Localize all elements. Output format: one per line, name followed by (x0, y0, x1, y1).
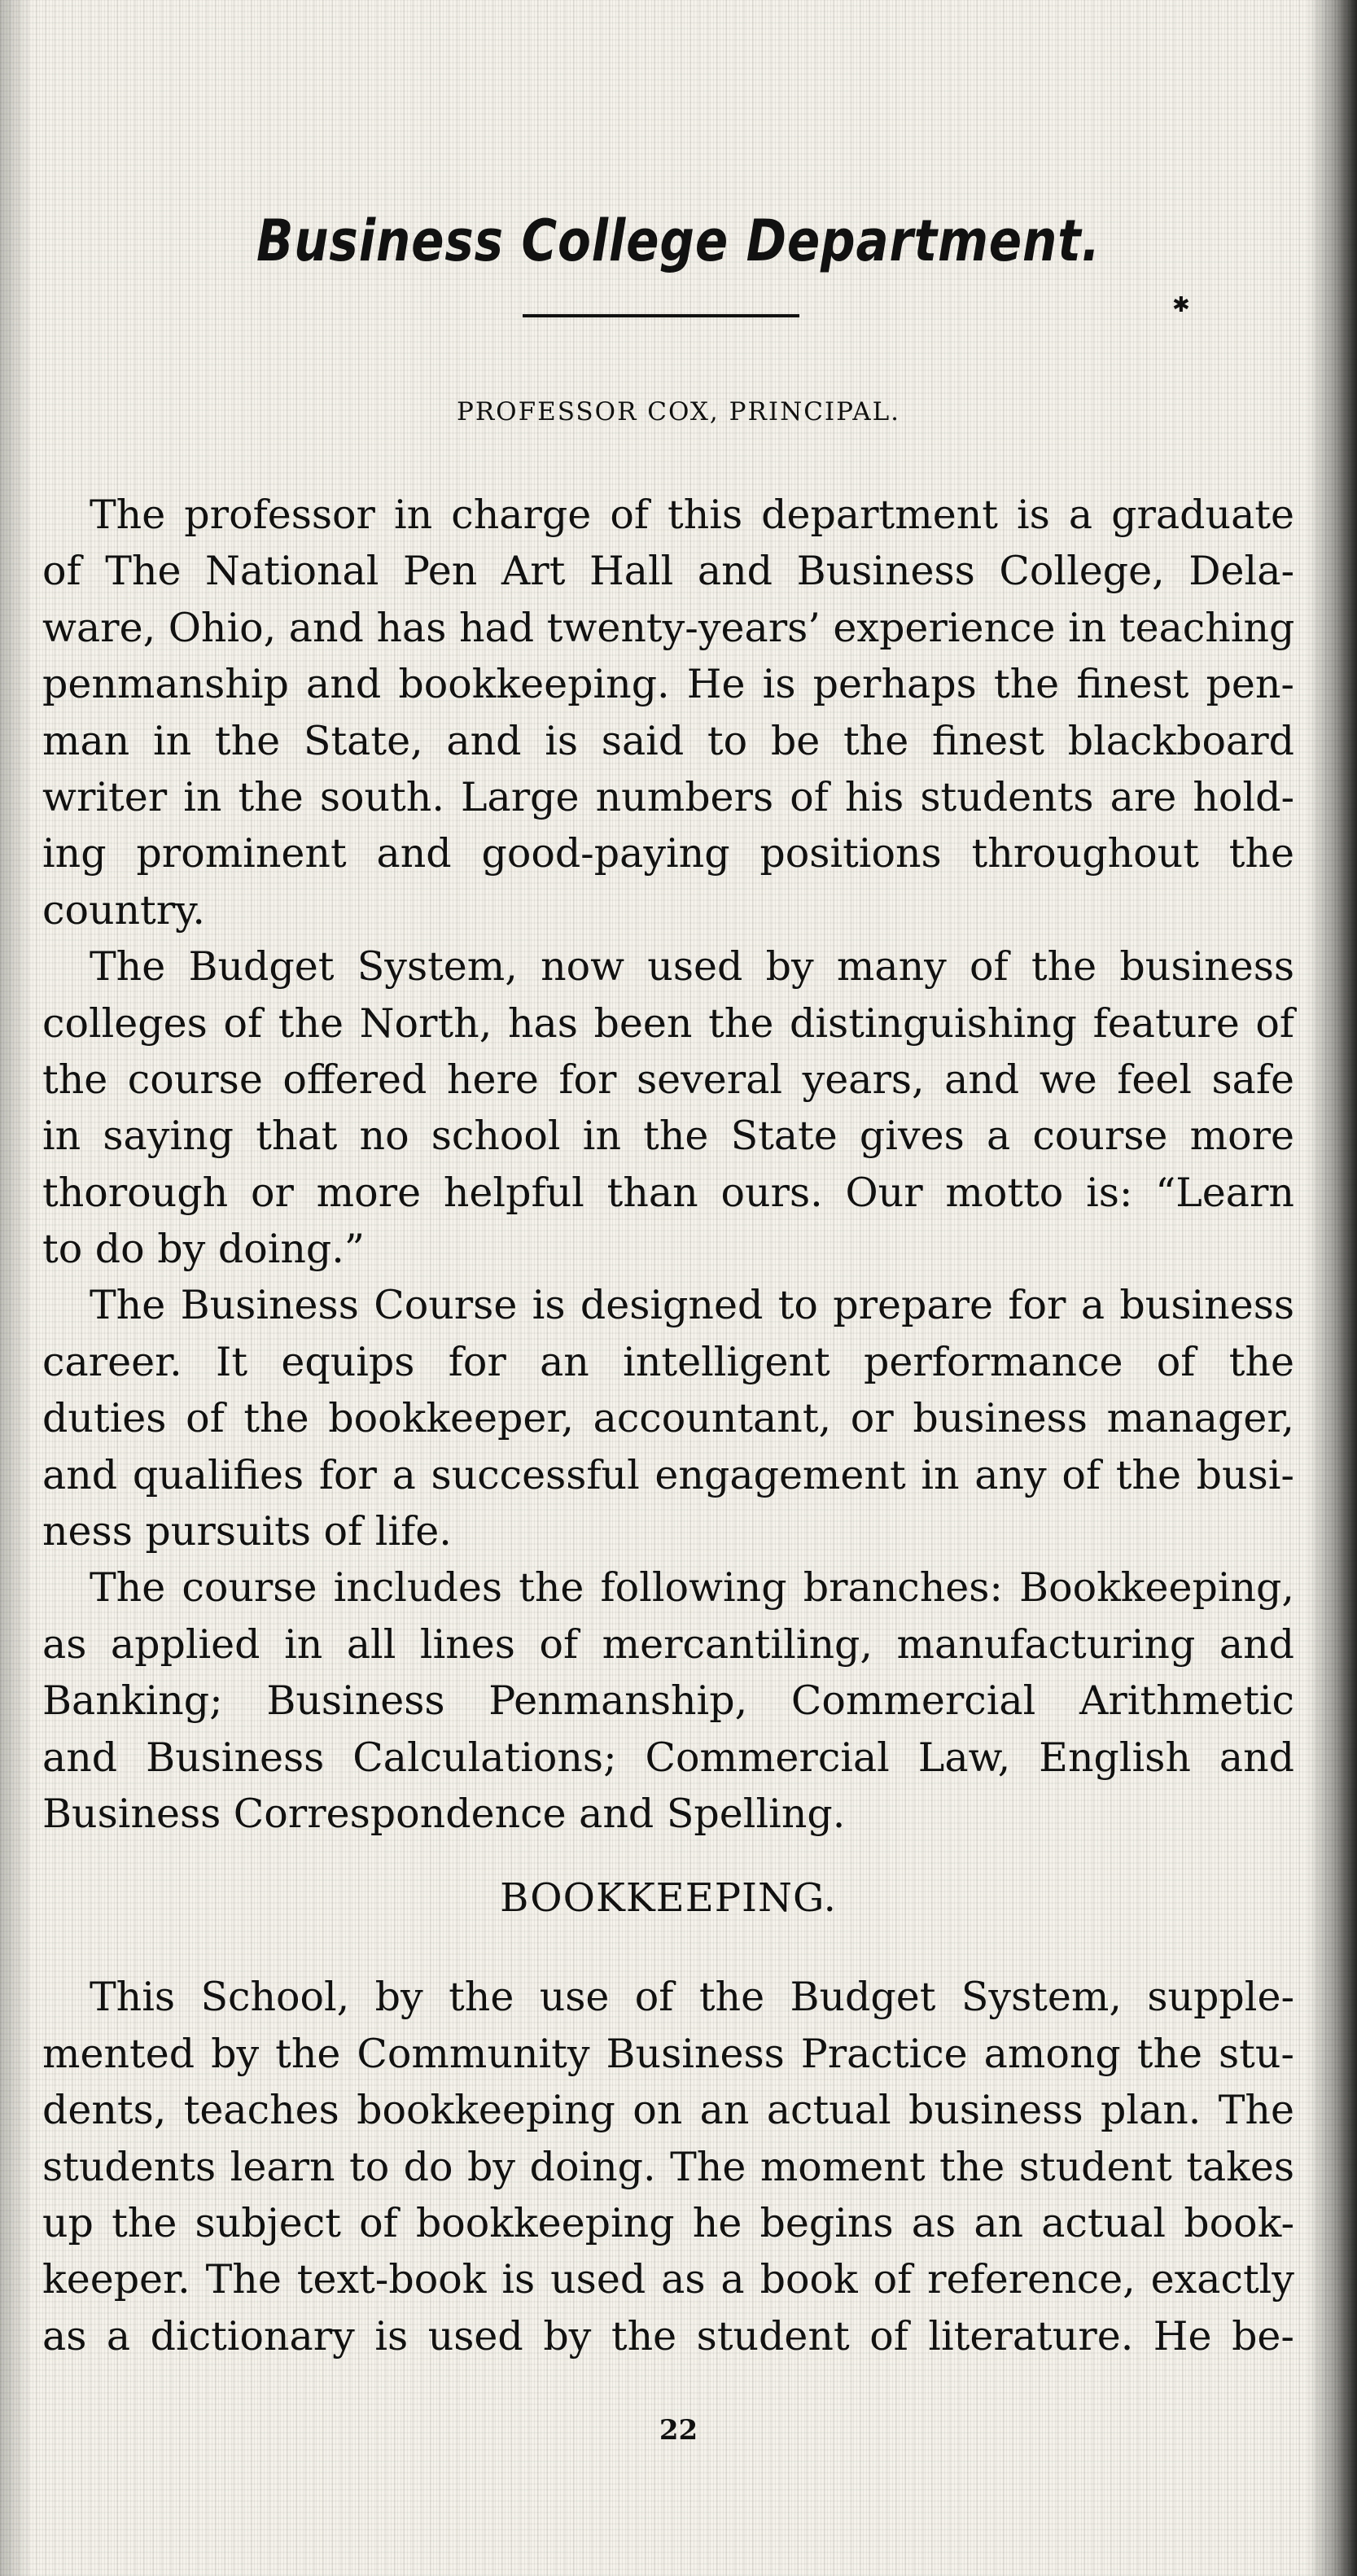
text-line: keeper. The text-book is used as a book of reference, exactly (42, 2256, 1294, 2303)
text-line: as a dictionary is used by the student of literature. He be- (42, 2312, 1294, 2360)
text-line: The professor in charge of this department is a graduate (90, 492, 1294, 538)
text-line: the course offered here for several years, and we feel safe (42, 1056, 1294, 1103)
text-line: duties of the bookkeeper, accountant, or business manager, (42, 1395, 1294, 1442)
text-line: ing prominent and good-paying positions throughout the (42, 830, 1294, 877)
text-line: students learn to do by doing. The moment the student takes (42, 2143, 1294, 2190)
paragraph-branches (42, 1559, 1294, 1842)
text-line: ware, Ohio, and has had twenty-years’ experience in teaching (42, 604, 1295, 651)
text-line: mented by the Community Business Practice among the stu- (42, 2030, 1294, 2077)
text-line: to do by doing.” (42, 1226, 365, 1273)
document-body (42, 487, 1294, 2364)
section-heading-bookkeeping: BOOKKEEPING. (500, 1875, 837, 1922)
page-shadow-left (0, 0, 33, 2576)
paragraph-budget-system (42, 938, 1294, 1277)
text-line: penmanship and bookkeeping. He is perhaps the finest pen- (42, 661, 1294, 708)
text-line: Business Correspondence and Spelling. (42, 1790, 846, 1837)
principal-byline: PROFESSOR COX, PRINCIPAL. (456, 397, 901, 426)
text-line: and Business Calculations; Commercial Law, English and (42, 1734, 1294, 1781)
text-line: The Budget System, now used by many of the business (90, 943, 1294, 991)
text-line: and qualifies for a successful engagement in any of the busi- (42, 1451, 1294, 1498)
title-divider (523, 314, 799, 317)
text-line: writer in the south. Large numbers of his students are hold- (42, 773, 1294, 820)
ink-speck: ✱ (1172, 293, 1190, 317)
text-line: country. (42, 886, 205, 934)
page-title: Business College Department. (256, 207, 1101, 274)
text-line: This School, by the use of the Budget System, supple- (90, 1974, 1294, 2021)
page-number: 22 (659, 2414, 698, 2447)
text-line: Banking; Business Penmanship, Commercial Arithmetic (42, 1677, 1294, 1725)
text-line: The Business Course is designed to prepare for a business (90, 1282, 1294, 1329)
text-line: thorough or more helpful than ours. Our motto is: “Learn (42, 1169, 1294, 1216)
text-line: of The National Pen Art Hall and Business College, Dela- (42, 548, 1294, 595)
text-line: dents, teaches bookkeeping on an actual business plan. The (42, 2087, 1294, 2134)
text-line: man in the State, and is said to be the finest blackboard (42, 717, 1294, 764)
paragraph-business-course (42, 1277, 1294, 1559)
text-line: career. It equips for an intelligent performance of the (42, 1338, 1294, 1385)
text-line: ness pursuits of life. (42, 1508, 452, 1555)
text-line: up the subject of bookkeeping he begins as an actual book- (42, 2199, 1294, 2246)
text-line: The course includes the following branches: Bookkeeping, (90, 1564, 1294, 1612)
text-line: colleges of the North, has been the distinguishing feature of (42, 999, 1294, 1047)
text-line: in saying that no school in the State gives a course more (42, 1113, 1294, 1160)
paragraph-intro (42, 487, 1294, 938)
paragraph-bookkeeping (42, 1969, 1294, 2364)
page-binding-shadow-right (1308, 0, 1357, 2576)
text-line: as applied in all lines of mercantiling, manufacturing and (42, 1620, 1294, 1668)
